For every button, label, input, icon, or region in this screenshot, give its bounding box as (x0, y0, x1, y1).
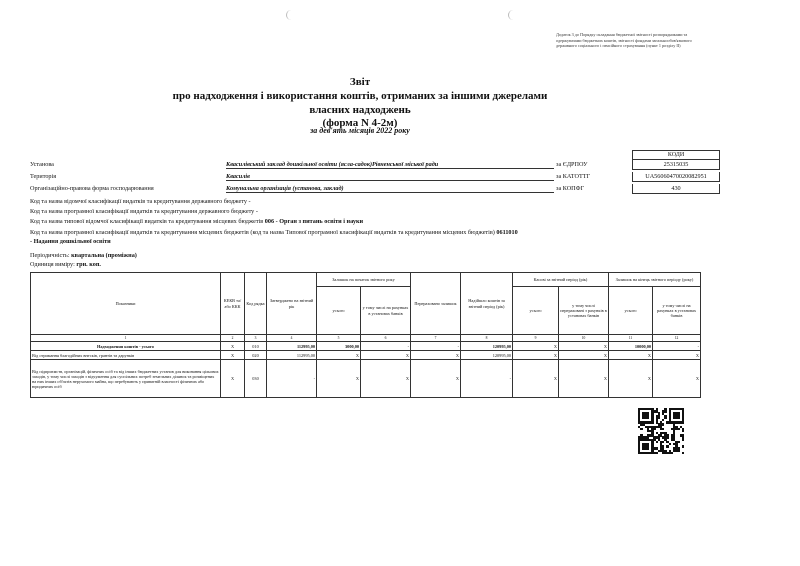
row-start-bank: - (361, 342, 411, 351)
header-start-total: усього (317, 287, 361, 335)
org-form-label: Організаційно-правова форма господарювання (30, 185, 154, 192)
row-start-bank: X (361, 360, 411, 398)
qr-module (666, 445, 668, 447)
qr-module (682, 439, 684, 441)
row-spent: X (513, 342, 559, 351)
institution-label: Установа (30, 161, 54, 168)
row-kekv: X (221, 351, 245, 360)
periodicity-label: Періодичність: (30, 252, 70, 259)
row-spent: X (513, 351, 559, 360)
row-end-bank: - (653, 342, 701, 351)
header-balance-end: Залишок на кінець звітного періоду (року) (609, 273, 701, 287)
edrpou-label: за ЄДРПОУ (556, 161, 588, 168)
qr-module (656, 441, 658, 443)
institution-row (30, 160, 730, 170)
punch-hole-right (508, 10, 514, 20)
row-transferred: - (411, 342, 461, 351)
qr-module (671, 452, 673, 454)
header-kekv: КЕКВ та/або ККК (221, 273, 245, 335)
title-line-1: Звіт (349, 76, 371, 88)
qr-module (662, 441, 664, 443)
col-num: 4 (267, 335, 317, 342)
row-name: Надходження коштів - усього (31, 342, 221, 351)
row-end-bank: X (653, 351, 701, 360)
row-code: 010 (245, 342, 267, 351)
row-received: 120995,00 (461, 342, 513, 351)
row-spent-bank: X (559, 342, 609, 351)
katottg-code: UA56060470020082951 (632, 172, 720, 182)
territory-label: Територія (30, 173, 57, 180)
row-transferred: X (411, 360, 461, 398)
qr-module (664, 417, 666, 419)
title-line-3: власних надходжень (309, 103, 411, 116)
row-code: 020 (245, 351, 267, 360)
row-spent-bank: X (559, 351, 609, 360)
row-code: 030 (245, 360, 267, 398)
table-row (31, 351, 701, 360)
unit-label: Одиниця виміру: (30, 261, 75, 268)
col-num: 6 (361, 335, 411, 342)
column-numbers-row (31, 335, 701, 342)
header-approved: Затверджено на звітний рік (267, 273, 317, 335)
row-received: 120995,00 (461, 351, 513, 360)
col-num: 1 (31, 335, 221, 342)
row-spent: X (513, 360, 559, 398)
qr-module (677, 417, 679, 419)
row-end-total: 10000,00 (609, 342, 653, 351)
col-num: 2 (221, 335, 245, 342)
header-row-code: Код рядка (245, 273, 267, 335)
qr-module (682, 421, 684, 423)
qr-module (666, 436, 668, 438)
org-form-row (30, 184, 730, 194)
unit-line (30, 260, 550, 269)
header-transferred: Перераховано залишок (411, 273, 461, 335)
row-approved: 112995,00 (267, 351, 317, 360)
col-num: 3 (245, 335, 267, 342)
header-spent: Касові за звітний період (рік) (513, 273, 609, 287)
qr-module (682, 445, 684, 447)
edrpou-code: 25315035 (632, 160, 720, 170)
row-start-total: X (317, 360, 361, 398)
qr-module (677, 441, 679, 443)
col-num: 10 (559, 335, 609, 342)
row-transferred: X (411, 351, 461, 360)
row-spent-bank: X (559, 360, 609, 398)
row-kekv: X (221, 360, 245, 398)
header-indicators: Показники (31, 273, 221, 335)
qr-module (647, 417, 649, 419)
territory-row (30, 172, 730, 182)
qr-module (640, 428, 642, 430)
row-start-total: 3000,00 (317, 342, 361, 351)
typical-code-prefix: Код та назва типової відомчої класифікації видатків та кредитування місцевих бюджетів (30, 218, 264, 225)
row-start-total: X (317, 351, 361, 360)
qr-module (662, 419, 664, 421)
col-num: 8 (461, 335, 513, 342)
katottg-label: за КАТОТТГ (556, 173, 591, 180)
qr-module (664, 410, 666, 412)
qr-module (662, 423, 664, 425)
periodicity-line (30, 251, 550, 260)
kopfg-label: за КОПФГ (556, 185, 585, 192)
table-row (31, 360, 701, 398)
row-end-total: X (609, 351, 653, 360)
row-end-bank: X (653, 360, 701, 398)
header-end-bank: у тому числі на рахунках в установах банків (653, 287, 701, 335)
program-local-value: 0611010 - Надання дошкільної освіти (30, 229, 518, 245)
report-table (30, 272, 701, 398)
row-end-total: X (609, 360, 653, 398)
qr-module (682, 452, 684, 454)
typical-code-value: 006 - Орган з питань освіти і науки (264, 218, 364, 225)
program-local-line (30, 228, 520, 246)
title-line-4: (форма N 4-2м) (322, 117, 398, 130)
appendix-note: Додаток 3 до Порядку складання бюджетної звітності розпорядниками та одержувачами бюджетних коштів, звітності фондами загальнообов'язкового державного соціального і пенсійного страхування (пункт 1 розділу II) (556, 32, 692, 49)
col-num: 11 (609, 335, 653, 342)
row-received: - (461, 360, 513, 398)
qr-module (658, 417, 660, 419)
qr-module (677, 428, 679, 430)
report-title (150, 76, 570, 131)
org-form-value: Комунальна організація (установа, заклад) (226, 184, 554, 193)
punch-hole-left (286, 10, 292, 20)
typical-code-line (30, 217, 550, 226)
row-name: Від підприємств, організацій, фізичних осіб та від інших бюджетних установ для виконання цільових заходів, у тому числі заходів з відчуження для суспільних потреб земельних ділянок та розміщених на них інших об'єктів нерухомого майна, що перебувають у приватній власності фізичних або юридичних осіб (31, 360, 221, 398)
kopfg-code: 430 (632, 184, 720, 194)
table-row (31, 342, 701, 351)
header-start-bank: у тому числі на рахунках в установах банків (361, 287, 411, 335)
header-received: Надійшло коштів за звітний період (рік) (461, 273, 513, 335)
qr-module (682, 430, 684, 432)
col-num: 7 (411, 335, 461, 342)
program-local-prefix: Код та назва програмної класифікації видатків та кредитування місцевих бюджетів (код та назва Типової програмної класифікації видатків та кредитування місцевих бюджетів) (30, 229, 495, 236)
qr-module (677, 450, 679, 452)
territory-value: Квасилів (226, 172, 554, 181)
qr-module (669, 443, 671, 445)
institution-value: Квасилівський заклад дошкільної освіти (ясла-садок)Рівненської міської ради (226, 160, 554, 169)
qr-module (653, 428, 655, 430)
report-period: за дев'ять місяців 2022 року (310, 126, 410, 135)
unit-value: грн. коп. (76, 261, 101, 268)
header-spent-bank: у тому числі перераховані з рахунків в установах банків (559, 287, 609, 335)
codes-header: КОДИ (632, 150, 720, 160)
qr-code (638, 408, 684, 454)
qr-module (651, 421, 653, 423)
row-kekv: X (221, 342, 245, 351)
header-spent-total: усього (513, 287, 559, 335)
col-num: 5 (317, 335, 361, 342)
title-line-2: про надходження і використання коштів, отриманих за іншими джерелами (172, 89, 548, 102)
header-balance-start: Залишок на початок звітного року (317, 273, 411, 287)
row-start-bank: X (361, 351, 411, 360)
col-num: 12 (653, 335, 701, 342)
qr-module (656, 452, 658, 454)
dept-code-line: Код та назва відомчої класифікації видатків та кредитування державного бюджету - (30, 198, 251, 205)
qr-module (662, 428, 664, 430)
program-code-line: Код та назва програмної класифікації видатків та кредитування державного бюджету - (30, 208, 258, 215)
row-name: Від отримання благодійних внесків, грантів та дарунків (31, 351, 221, 360)
col-num: 9 (513, 335, 559, 342)
row-approved: - (267, 360, 317, 398)
periodicity-value: квартальна (проміжна) (71, 252, 137, 259)
qr-module (647, 447, 649, 449)
header-end-total: усього (609, 287, 653, 335)
row-approved: 112995,00 (267, 342, 317, 351)
